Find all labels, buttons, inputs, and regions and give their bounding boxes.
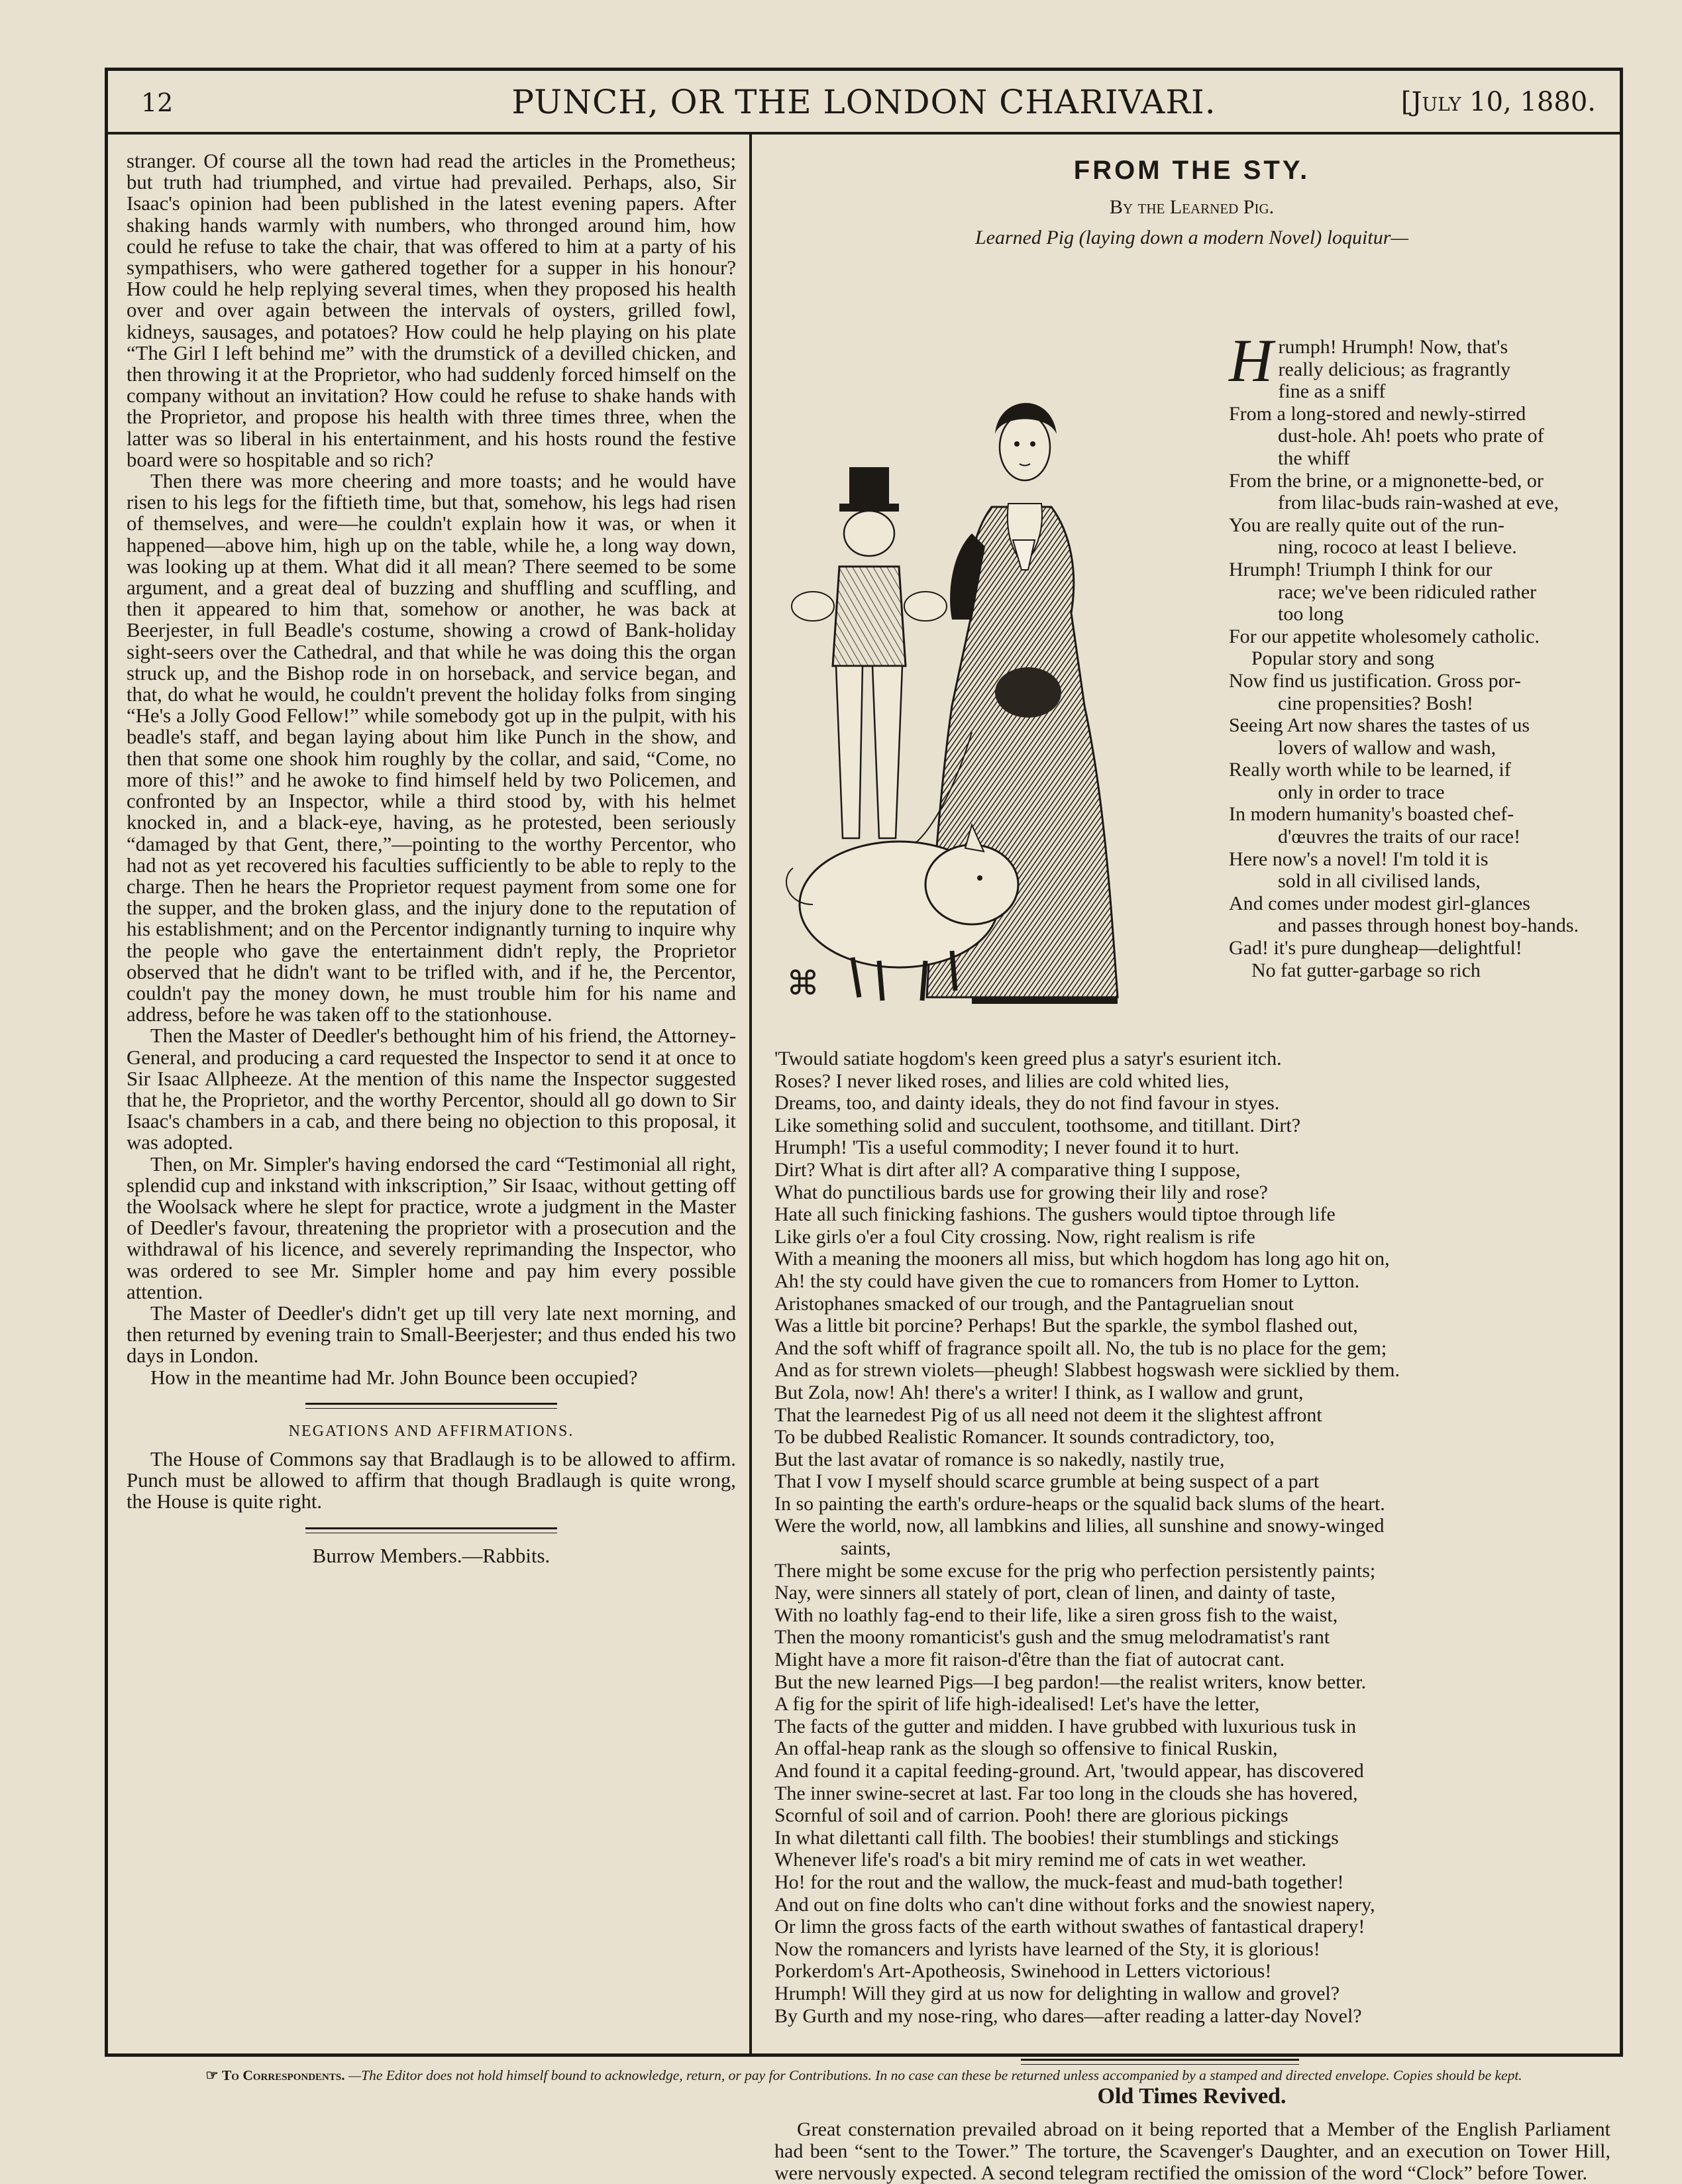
poem-line: Roses? I never liked roses, and lilies are cold whited lies, xyxy=(774,1069,1230,1092)
story-paragraph: How in the meantime had Mr. John Bounce been occupied? xyxy=(150,1366,638,1389)
poem-line: Now find us justification. Gross por- xyxy=(1229,669,1522,692)
poem-line: and passes through honest boy-hands. xyxy=(1278,914,1579,937)
story-paragraph: Then the Master of Deedler's bethought him of his friend, the Attorney-General, and producing a card requested the Inspector to send it at once to Sir Isaac Allpheeze. At the mention of this name the Inspector suggested that he, the Proprietor, and the worthy Percentor, should all go down to Sir Isaac's chambers in a cab, and there being no objection to this proposal, it was adopted. xyxy=(127,1024,736,1154)
poem-line: Dirt? What is dirt after all? A comparative thing I suppose, xyxy=(774,1158,1241,1181)
poem-line: No fat gutter-garbage so rich xyxy=(1251,959,1481,981)
section-separator xyxy=(305,1527,557,1533)
poem-line: And found it a capital feeding-ground. Art, 'twould appear, has discovered xyxy=(774,1760,1364,1782)
left-column xyxy=(127,150,736,2052)
poem-line: But Zola, now! Ah! there's a writer! I think, as I wallow and grunt, xyxy=(774,1381,1304,1403)
poem-opening-stanza xyxy=(1229,327,1609,981)
poem-line: Now the romancers and lyrists have learned of the Sty, it is glorious! xyxy=(774,1938,1320,1960)
poem-line: lovers of wallow and wash, xyxy=(1278,736,1497,759)
poem-line: From a long-stored and newly-stirred xyxy=(1229,402,1526,425)
page-number: 12 xyxy=(141,88,174,117)
illustrator-signature: ⌘ xyxy=(786,965,819,1002)
poem-line: Hrumph! Will they gird at us now for delighting in wallow and grovel? xyxy=(774,1982,1340,2004)
poem-line: What do punctilious bards use for growing their lily and rose? xyxy=(774,1181,1268,1203)
poem-line: In so painting the earth's ordure-heaps or the squalid back slums of the heart. xyxy=(774,1492,1385,1515)
poem-line: Here now's a novel! I'm told it is xyxy=(1229,847,1489,870)
poem-line: Whenever life's road's a bit miry remind me of cats in wet weather. xyxy=(774,1849,1307,1871)
poem-line: from lilac-buds rain-washed at eve, xyxy=(1278,492,1559,514)
old-times-article xyxy=(774,2118,1610,2184)
issue-date: [July 10, 1880. xyxy=(1400,87,1596,117)
old-times-text: Great consternation prevailed abroad on it being reported that a Member of the English Parliament had been “sent to the Tower.” The torture, the Scavenger's Daughter, and an execution on Tower Hill, were nervously expected. A second telegram rectified the omission of the word “Clock” before Tower. xyxy=(774,2118,1610,2184)
poem-line: And the soft whiff of fragrance spoilt all. No, the tub is no place for the gem; xyxy=(774,1337,1387,1359)
poem-line: really delicious; as fragrantly xyxy=(1278,358,1511,380)
poem-line: And comes under modest girl-glances xyxy=(1229,892,1530,914)
poem-line: But the last avatar of romance is so nakedly, nastily true, xyxy=(774,1448,1225,1470)
poem-line: An offal-heap rank as the slough so offensive to finical Ruskin, xyxy=(774,1737,1278,1760)
poem-line: Hate all such finicking fashions. The gushers would tiptoe through life xyxy=(774,1203,1336,1226)
section-separator xyxy=(305,1403,557,1409)
story-paragraph: Then there was more cheering and more toasts; and he would have risen to his legs for the fiftieth time, but that, somehow, his legs had risen of themselves, and were—he couldn't explain how it was, or when it happened—above him, high up on the table, while he, a long way down, was looking up at them. What did it all mean? There seemed to be some argument, and a great deal of buzzing and shuffling and scuffling, and then it appeared to him that, somehow or another, he was back at Beerjester, in full Beadle's costume, showing a crowd of Bank-holiday sight-seers over the Cathedral, and that while he was doing this the organ struck up, and the Bishop rode in on horseback, and service began, and that, do what he would, he couldn't prevent the holiday folks from singing “He's a Jolly Good Fellow!” while somebody got up in the pulpit, with his beadle's staff, and began laying about him like Punch in the show, and then that some one shook him roughly by the collar, and said, “Come, no more of this!” and he awoke to find himself held by two Policemen, and confronted by an Inspector, while a third stood by, with his helmet knocked in, and a black-eye, having, as he protested, been seriously “damaged by that Gent, there,”—pointing to the worthy Percentor, who had not as yet recovered his faculties sufficiently to be able to reply to the charge. Then he hears the Proprietor request payment from some one for the supper, and the broken glass, and the injury done to the reputation of his establishment; and on the Percentor indignantly turning to inquire why the people who gave the entertainment didn't reply, the Proprietor observed that he didn't want to be trifled with, and if he, the Percentor, couldn't pay the money down, he must trouble him for his name and address, before he was taken off to the stationhouse. xyxy=(127,470,736,1026)
poem-line: By Gurth and my nose-ring, who dares—after reading a latter-day Novel? xyxy=(774,2004,1362,2027)
poem-line: sold in all civilised lands, xyxy=(1278,870,1481,893)
poem-line: For our appetite wholesomely catholic. xyxy=(1229,625,1540,647)
poem-line: Were the world, now, all lambkins and lilies, all sunshine and snowy-winged xyxy=(774,1515,1385,1537)
poem-line: The facts of the gutter and midden. I have grubbed with luxurious tusk in xyxy=(774,1715,1357,1737)
poem-line: Porkerdom's Art-Apotheosis, Swinehood in Letters victorious! xyxy=(774,1960,1272,1983)
masthead-title: PUNCH, OR THE LONDON CHARIVARI. xyxy=(511,83,1216,121)
poem-line: only in order to trace xyxy=(1278,781,1445,803)
poem-line: From the brine, or a mignonette-bed, or xyxy=(1229,469,1544,492)
poem-line: Ho! for the rout and the wallow, the muck-feast and mud-bath together! xyxy=(774,1871,1344,1893)
correspondents-heading: To Correspondents. xyxy=(221,2067,345,2083)
burrow-members-joke: Burrow Members.—Rabbits. xyxy=(312,1544,551,1567)
poem-line: Hrumph! Triumph I think for our xyxy=(1229,558,1493,580)
poem-dropcap: H xyxy=(1229,327,1273,394)
section-separator xyxy=(1021,2059,1299,2065)
poem-line: That I vow I myself should scarce grumble at being suspect of a part xyxy=(774,1470,1320,1493)
poem-line: But the new learned Pigs—I beg pardon!—the realist writers, know better. xyxy=(774,1670,1367,1693)
poem-line: Seeing Art now shares the tastes of us xyxy=(1229,714,1530,737)
poem-byline: By the Learned Pig. xyxy=(1109,196,1275,218)
poem-line: ning, rococo at least I believe. xyxy=(1278,536,1517,559)
poem-line: race; we've been ridiculed rather xyxy=(1278,580,1537,603)
poem-line: Dreams, too, and dainty ideals, they do not find favour in styes. xyxy=(774,1092,1280,1115)
poem-line: too long xyxy=(1278,603,1344,626)
poem-line: Might have a more fit raison-d'être than the fiat of autocrat cant. xyxy=(774,1649,1285,1671)
poem-line: cine propensities? Bosh! xyxy=(1278,692,1473,714)
poem-line: That the learnedest Pig of us all need not deem it the slightest affront xyxy=(774,1403,1322,1426)
poem-line: rumph! Hrumph! Now, that's xyxy=(1278,336,1508,358)
poem-line: saints, xyxy=(841,1537,891,1560)
page-header xyxy=(108,71,1620,135)
poem-line: Scornful of soil and of carrion. Pooh! there are glorious pickings xyxy=(774,1804,1288,1827)
pointing-hand-icon: ☞ xyxy=(205,2067,219,2083)
poem-line: With no loathly fag-end to their life, like a siren gross fish to the waist, xyxy=(774,1604,1338,1626)
poem-title: FROM THE STY. xyxy=(1073,156,1310,185)
story-paragraph: Then, on Mr. Simpler's having endorsed the card “Testimonial all right, splendid cup and inkstand with inkscription,” Sir Isaac, without getting off the Woolsack where he slept for practice, wrote a judgment in the Master of Deedler's favour, threatening the proprietor with a prosecution and the withdrawal of his licence, and severely reprimanding the Inspector, who was ordered to see Mr. Simpler home and pay him every possible attention. xyxy=(127,1152,736,1303)
poem-line: Like girls o'er a foul City crossing. Now, right realism is rife xyxy=(774,1225,1255,1248)
poem-line: the whiff xyxy=(1278,447,1350,469)
poem-line: In modern humanity's boasted chef- xyxy=(1229,803,1514,826)
poem-line: Ah! the sty could have given the cue to romancers from Homer to Lytton. xyxy=(774,1270,1360,1292)
poem-line: The inner swine-secret at last. Far too long in the clouds she has hovered, xyxy=(774,1782,1358,1804)
poem-line: Really worth while to be learned, if xyxy=(1229,759,1511,781)
poem-line: And out on fine dolts who can't dine without forks and the snowiest napery, xyxy=(774,1893,1375,1916)
poem-line: Aristophanes smacked of our trough, and the Pantagruelian snout xyxy=(774,1292,1294,1315)
poem-line: 'Twould satiate hogdom's keen greed plus a satyr's esurient itch. xyxy=(774,1048,1282,1069)
poem-line: Popular story and song xyxy=(1251,647,1434,670)
correspondents-notice xyxy=(105,2066,1623,2085)
negations-title: NEGATIONS AND AFFIRMATIONS. xyxy=(288,1422,574,1440)
poem-intro: Learned Pig (laying down a modern Novel) loquitur— xyxy=(974,227,1409,248)
poem-line: Or limn the gross facts of the earth without swathes of fantastical drapery! xyxy=(774,1916,1365,1938)
poem-line: With a meaning the mooners all miss, but which hogdom has long ago hit on, xyxy=(774,1248,1390,1270)
poem-line: And as for strewn violets—pheugh! Slabbest hogswash were sicklied by them. xyxy=(774,1359,1400,1382)
poem-line: d'œuvres the traits of our race! xyxy=(1278,826,1521,848)
poem-line: Then the moony romanticist's gush and the smug melodramatist's rant xyxy=(774,1626,1330,1649)
correspondents-text: —The Editor does not hold himself bound to acknowledge, return, or pay for Contributions. In no case can these be returned unless accompanied by a stamped and directed envelope. Copies should be kept. xyxy=(348,2067,1522,2083)
poem-line: There might be some excuse for the prig who perfection persistently paints; xyxy=(774,1559,1376,1582)
poem-line: Gad! it's pure dungheap—delightful! xyxy=(1229,937,1522,959)
story-paragraph: stranger. Of course all the town had read the articles in the Prometheus; but truth had triumphed, and virtue had prevailed. Perhaps, also, Sir Isaac's opinion had been published in the latest evening papers. After shaking hands warmly with numbers, who thronged around him, how could he refuse to take the chair, that was offered to him at a party of his sympathisers, who were gathered together for a supper in his honour? How could he help replying several times, when they proposed his health over and over again between the intervals of oysters, grilled fowl, kidneys, sausages, and potatoes? How could he help playing on his plate “The Girl I left behind me” with the drumstick of a devilled chicken, and then throwing it at the Proprietor, who had suddenly forced himself on the company without an invitation? How could he refuse to shake hands with the Proprietor, and propose his health with three times three, when the latter was so liberal in his entertainment, and his hosts round the festive board were so hospitable and so rich? xyxy=(127,150,736,471)
poem-line: Hrumph! 'Tis a useful commodity; I never found it to hurt. xyxy=(774,1136,1239,1159)
poem-line: fine as a sniff xyxy=(1278,380,1386,403)
poem-line: A fig for the spirit of life high-idealised! Let's have the letter, xyxy=(774,1693,1260,1716)
negations-text: The House of Commons say that Bradlaugh is to be allowed to affirm. Punch must be allowed to affirm that though Bradlaugh is quite wrong, the House is quite right. xyxy=(127,1447,736,1513)
poem-body xyxy=(774,1048,1610,2027)
poem-line: Was a little bit porcine? Perhaps! But the sparkle, the symbol flashed out, xyxy=(774,1315,1358,1337)
woman-with-pig-and-boy-illustration xyxy=(773,335,1216,1030)
poem-line: dust-hole. Ah! poets who prate of xyxy=(1278,425,1544,447)
poem-line: Like something solid and succulent, toothsome, and titillant. Dirt? xyxy=(774,1114,1301,1136)
poem-line: In what dilettanti call filth. The boobies! their stumblings and stickings xyxy=(774,1826,1339,1849)
poem-line: You are really quite out of the run- xyxy=(1229,514,1505,536)
poem-line: Nay, were sinners all stately of port, clean of linen, and dainty of taste, xyxy=(774,1582,1336,1604)
story-paragraph: The Master of Deedler's didn't get up till very late next morning, and then returned by evening train to Small-Beerjester; and thus ended his two days in London. xyxy=(127,1301,736,1368)
old-times-title: Old Times Revived. xyxy=(1097,2084,1287,2108)
column-divider xyxy=(749,135,752,2053)
poem-line: To be dubbed Realistic Romancer. It sounds contradictory, too, xyxy=(774,1426,1275,1448)
